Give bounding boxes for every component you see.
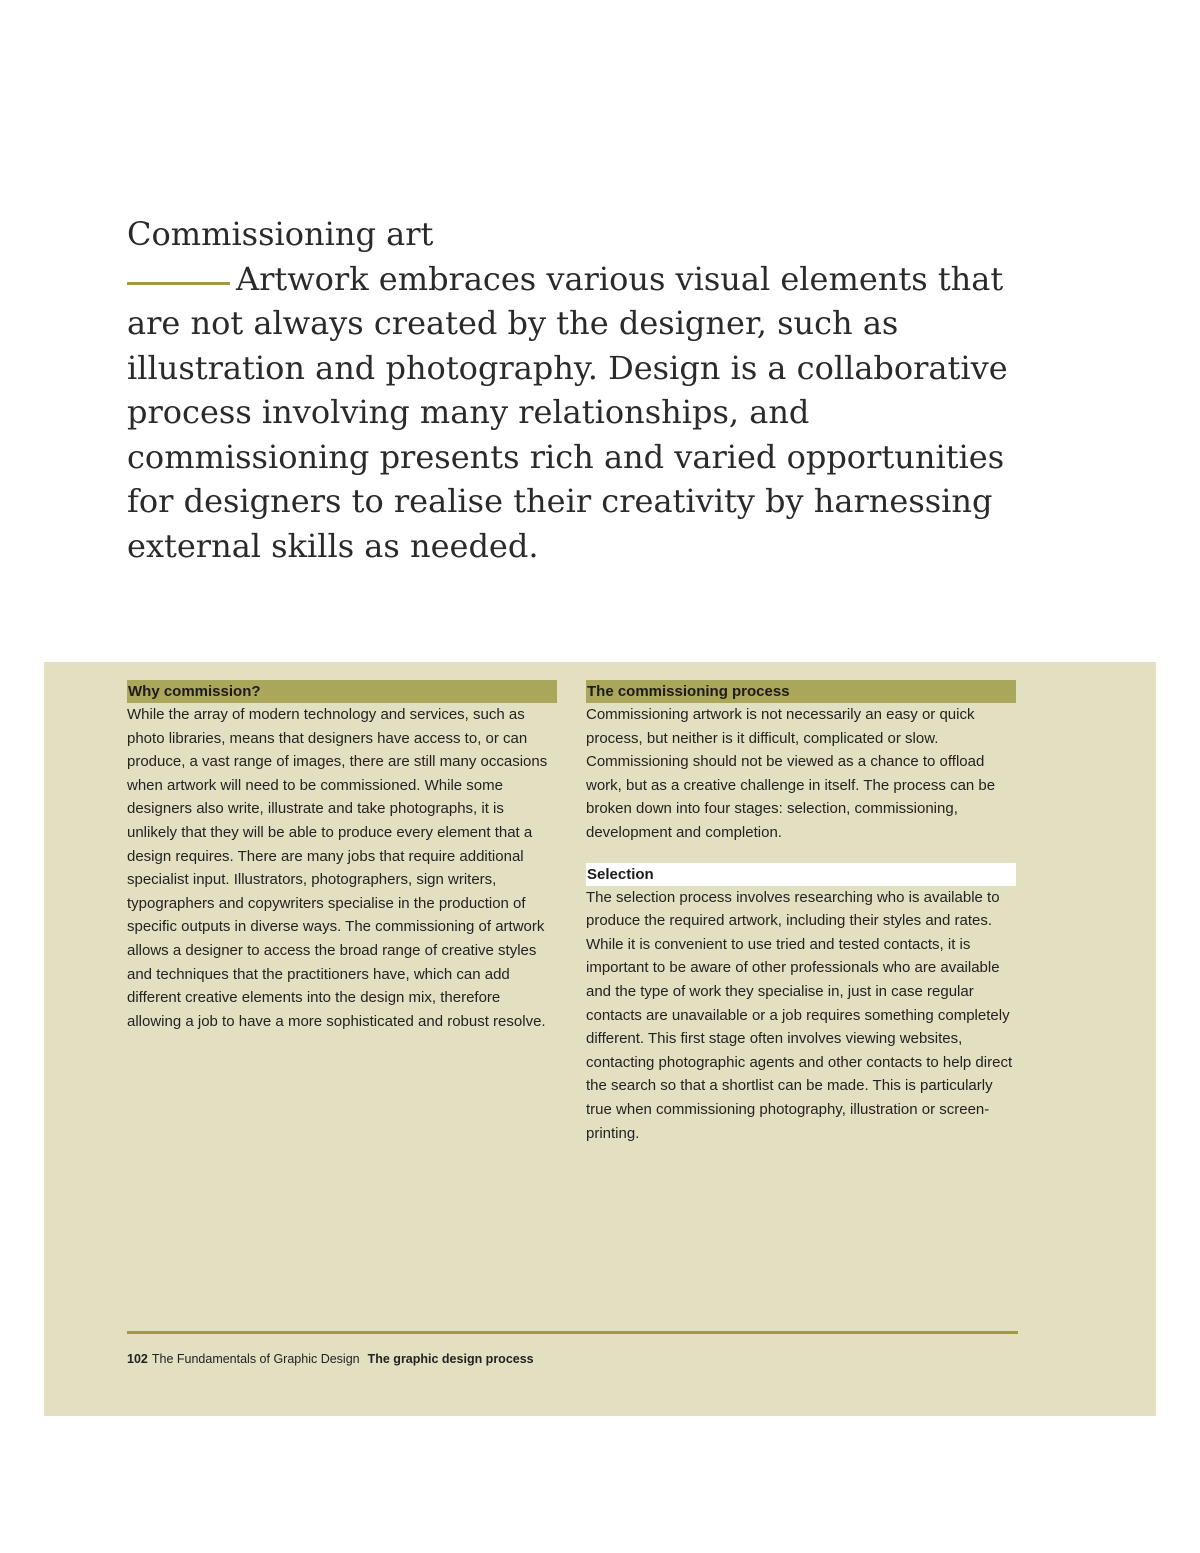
left-column xyxy=(127,680,557,1033)
page-title: Commissioning art xyxy=(127,215,434,253)
why-commission-paragraph: While the array of modern technology and services, such as photo libraries, means that designers have access to, or can produce, a vast range of images, there are still many occasions when artwork will need to be commissioned. While some designers also write, illustrate and take photographs, it is unlikely that they will be able to produce every element that a design requires. There are many jobs that require additional specialist input. Illustrators, photographers, sign writers, typographers and copywriters specialise in the production of specific outputs in diverse ways. The commissioning of artwork allows a designer to access the broad range of creative styles and techniques that the practitioners have, which can add different creative elements into the design mix, therefore allowing a job to have a more sophisticated and robust resolve. xyxy=(127,706,548,1030)
content-panel xyxy=(44,662,1156,1416)
book-title: The Fundamentals of Graphic Design xyxy=(151,1352,360,1366)
commissioning-process-paragraph: Commissioning artwork is not necessarily an easy or quick process, but neither is it difficult, complicated or slow. Commissioning should not be viewed as a chance to offload work, but as a creative challenge in itself. The process can be broken down into four stages: selection, commissioning, development and completion. xyxy=(586,706,996,841)
commissioning-process-heading: The commissioning process xyxy=(586,680,1016,703)
selection-heading: Selection xyxy=(586,863,1016,886)
title-rule xyxy=(127,282,230,285)
page-footer xyxy=(127,1352,534,1366)
intro-paragraph: Artwork embraces various visual elements that are not always created by the designer, such as illustration and photography. Design is a collaborative process involving many relationships, and commissioning presents rich and varied opportunities for designers to realise their creativity by harnessing external skills as needed. xyxy=(127,259,1008,565)
why-commission-heading: Why commission? xyxy=(127,680,557,703)
right-column xyxy=(586,680,1016,1145)
page-number: 102 xyxy=(127,1352,148,1366)
chapter-title: The graphic design process xyxy=(367,1352,534,1366)
footer-rule xyxy=(127,1331,1018,1334)
intro-block xyxy=(127,212,1027,568)
selection-paragraph: The selection process involves researching who is available to produce the required artwork, including their styles and rates. While it is convenient to use tried and tested contacts, it is important to be aware of other professionals who are available and the type of work they specialise in, just in case regular contacts are unavailable or a job requires something completely different. This first stage often involves viewing websites, contacting photographic agents and other contacts to help direct the search so that a shortlist can be made. This is particularly true when commissioning photography, illustration or screen-printing. xyxy=(586,888,1013,1142)
